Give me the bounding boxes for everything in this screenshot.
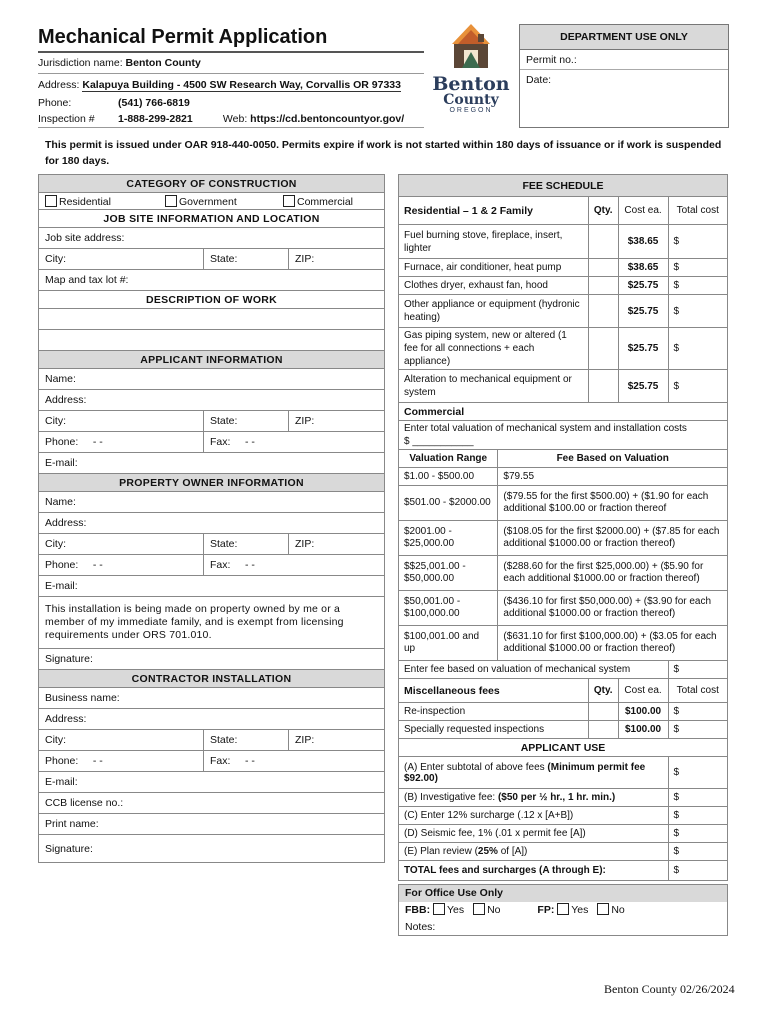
misc-qty-header: Qty. xyxy=(588,679,618,703)
app-b-text: (B) Investigative fee: xyxy=(404,792,498,803)
category-row xyxy=(39,193,385,210)
valuation-fee: ($79.55 for the first $500.00) + ($1.90 for each additional $100.00 or fraction thereof xyxy=(498,486,728,521)
app-b-field[interactable]: $ xyxy=(668,789,727,807)
commercial-header: Commercial xyxy=(399,403,728,421)
qty-field[interactable] xyxy=(588,328,618,370)
applicant-fax-field[interactable] xyxy=(204,432,385,453)
misc-qty-field[interactable] xyxy=(588,703,618,721)
valuation-range: $$25,001.00 - $50,000.00 xyxy=(399,556,498,591)
owner-address-field[interactable]: Address: xyxy=(39,513,385,534)
owner-fax-field[interactable] xyxy=(204,555,385,576)
fbb-no-label: No xyxy=(487,904,501,916)
fbb-yes-label: Yes xyxy=(447,904,465,916)
valuation-fee: ($288.60 for the first $25,000.00) + ($5.90 for each additional $1000.00 or fraction thereof) xyxy=(498,556,728,591)
valuation-row xyxy=(399,591,728,626)
cost-each: $25.75 xyxy=(618,295,668,328)
address-value: Kalapuya Building - 4500 SW Research Way, Corvallis OR 97333 xyxy=(82,79,401,91)
valuation-fee: ($631.10 for first $100,000.00) + ($3.05 for each additional $1000.00 or fraction thereof) xyxy=(498,626,728,661)
residential-label: Residential xyxy=(59,195,111,208)
misc-fee-row xyxy=(399,721,728,739)
fp-no-checkbox[interactable] xyxy=(597,903,609,915)
phone-label: Phone: xyxy=(45,559,79,571)
residential-fee-row xyxy=(399,370,728,403)
valuation-fee: $79.55 xyxy=(498,468,728,486)
cost-each: $25.75 xyxy=(618,328,668,370)
permit-notice: This permit is issued under OAR 918-440-0050. Permits expire if work is not started within 180 days of issuance or if work is suspended for 180 days. xyxy=(45,139,722,167)
inspection-row xyxy=(38,113,404,125)
applicant-use-header: APPLICANT USE xyxy=(399,739,728,757)
department-use-box xyxy=(519,24,729,128)
applicant-address-field[interactable]: Address: xyxy=(39,390,385,411)
job-city-field[interactable]: City: xyxy=(39,249,204,270)
valuation-row xyxy=(399,486,728,521)
fax-dash: - - xyxy=(245,436,255,448)
phone-dash: - - xyxy=(92,559,103,571)
misc-item-label: Specially requested inspections xyxy=(399,721,589,739)
qty-field[interactable] xyxy=(588,295,618,328)
owner-header: PROPERTY OWNER INFORMATION xyxy=(39,474,385,492)
logo-line3: OREGON xyxy=(449,107,493,114)
app-e-field[interactable]: $ xyxy=(668,843,727,861)
checkbox-icon[interactable] xyxy=(165,195,177,207)
residential-fee-row xyxy=(399,295,728,328)
fee-item-label: Alteration to mechanical equipment or system xyxy=(399,370,589,403)
applicant-city-field[interactable]: City: xyxy=(39,411,204,432)
fp-no-label: No xyxy=(611,904,625,916)
notes-field[interactable]: Notes: xyxy=(405,921,436,933)
contractor-state-field[interactable]: State: xyxy=(204,730,289,751)
logo-line2: County xyxy=(443,92,499,108)
applicant-phone-field[interactable] xyxy=(39,432,204,453)
valuation-row xyxy=(399,521,728,556)
app-d-field[interactable]: $ xyxy=(668,825,727,843)
fp-yes-label: Yes xyxy=(571,904,589,916)
app-a-field[interactable]: $ xyxy=(668,757,727,789)
total-field[interactable]: $ xyxy=(668,225,727,259)
qty-field[interactable] xyxy=(588,225,618,259)
app-e-suffix: of [A]) xyxy=(497,846,528,857)
fp-yes-checkbox[interactable] xyxy=(557,903,569,915)
misc-total-header: Total cost xyxy=(668,679,727,703)
fee-schedule-table xyxy=(398,174,728,881)
date-field[interactable]: Date: xyxy=(526,74,552,86)
category-residential[interactable] xyxy=(45,195,165,208)
county-seal-icon xyxy=(448,22,494,72)
cost-each: $38.65 xyxy=(618,259,668,277)
fax-dash: - - xyxy=(245,559,255,571)
misc-cost-header: Cost ea. xyxy=(618,679,668,703)
total-field[interactable]: $ xyxy=(668,295,727,328)
page-title: Mechanical Permit Application xyxy=(38,26,328,48)
map-tax-field[interactable]: Map and tax lot #: xyxy=(39,270,385,291)
business-name-field[interactable]: Business name: xyxy=(39,688,385,709)
permit-no-field[interactable]: Permit no.: xyxy=(520,50,728,70)
jobsite-header: JOB SITE INFORMATION AND LOCATION xyxy=(39,210,385,228)
left-form-table xyxy=(38,174,385,863)
contractor-city-field[interactable]: City: xyxy=(39,730,204,751)
total-field[interactable]: $ xyxy=(668,861,727,881)
residential-fee-row xyxy=(399,277,728,295)
misc-total-field[interactable]: $ xyxy=(668,721,727,739)
cost-ea-header: Cost ea. xyxy=(618,197,668,225)
checkbox-icon[interactable] xyxy=(45,195,57,207)
residential-fee-row xyxy=(399,328,728,370)
misc-fee-row xyxy=(399,703,728,721)
owner-signature-field[interactable]: Signature: xyxy=(39,649,385,670)
valuation-range: $50,001.00 - $100,000.00 xyxy=(399,591,498,626)
app-b-bold: ($50 per ½ hr., 1 hr. min.) xyxy=(497,792,616,803)
phone-dash: - - xyxy=(92,755,103,767)
dept-title: DEPARTMENT USE ONLY xyxy=(520,25,728,50)
misc-fees-header: Miscellaneous fees xyxy=(399,679,589,703)
owner-city-field[interactable]: City: xyxy=(39,534,204,555)
fee-item-label: Fuel burning stove, fireplace, insert, lighter xyxy=(399,225,589,259)
applicant-name-field[interactable]: Name: xyxy=(39,369,385,390)
office-use-header: For Office Use Only xyxy=(399,885,727,902)
app-c-field[interactable]: $ xyxy=(668,807,727,825)
description-header: DESCRIPTION OF WORK xyxy=(39,291,385,309)
valuation-row xyxy=(399,626,728,661)
phone-dash: - - xyxy=(92,436,103,448)
valuation-fee: ($436.10 for first $50,000.00) + ($3.90 for each additional $1000.00 or fraction thereof) xyxy=(498,591,728,626)
owner-phone-field[interactable] xyxy=(39,555,204,576)
job-zip-field[interactable]: ZIP: xyxy=(289,249,385,270)
total-label: TOTAL fees and surcharges (A through E): xyxy=(399,861,669,881)
web-label: Web: xyxy=(222,113,248,125)
qty-header: Qty. xyxy=(588,197,618,225)
app-e-label xyxy=(399,843,669,861)
category-government[interactable] xyxy=(165,195,283,208)
fee-item-label: Gas piping system, new or altered (1 fee for all connections + each appliance) xyxy=(399,328,589,370)
valuation-range: $2001.00 - $25,000.00 xyxy=(399,521,498,556)
jurisdiction-row xyxy=(38,57,201,69)
owner-name-field[interactable]: Name: xyxy=(39,492,385,513)
phone-label: Phone: xyxy=(45,755,79,767)
address-row xyxy=(38,79,401,91)
contractor-signature-field[interactable]: Signature: xyxy=(39,835,385,863)
fee-based-header: Fee Based on Valuation xyxy=(498,450,728,468)
app-a-text: (A) Enter subtotal of above fees xyxy=(404,761,548,773)
title-rule xyxy=(38,51,424,53)
phone-label: Phone: xyxy=(38,97,72,109)
total-field[interactable]: $ xyxy=(668,259,727,277)
commercial-blank: $ ___________ xyxy=(404,436,474,447)
inspection-value: 1-888-299-2821 xyxy=(118,113,193,125)
phone-label: Phone: xyxy=(45,436,79,448)
checkbox-icon[interactable] xyxy=(283,195,295,207)
logo-line1: Benton xyxy=(432,73,510,95)
contractor-fax-field[interactable] xyxy=(204,751,385,772)
address-label: Address: xyxy=(38,79,80,91)
applicant-header: APPLICANT INFORMATION xyxy=(39,351,385,369)
office-use-box xyxy=(398,884,728,936)
valuation-fee: ($108.05 for the first $2000.00) + ($7.85 for each additional $1000.00 or fraction thereof) xyxy=(498,521,728,556)
commercial-text: Enter total valuation of mechanical system and installation costs xyxy=(404,423,687,434)
enter-fee-label: Enter fee based on valuation of mechanical system xyxy=(399,661,669,679)
residential-fee-header: Residential – 1 & 2 Family xyxy=(399,197,589,225)
misc-item-label: Re-inspection xyxy=(399,703,589,721)
applicant-state-field[interactable]: State: xyxy=(204,411,289,432)
total-field[interactable]: $ xyxy=(668,328,727,370)
valuation-range: $501.00 - $2000.00 xyxy=(399,486,498,521)
owner-email-field[interactable]: E-mail: xyxy=(39,576,385,597)
misc-cost-each: $100.00 xyxy=(618,703,668,721)
fp-label: FP: xyxy=(537,904,555,916)
category-header: CATEGORY OF CONSTRUCTION xyxy=(39,175,385,193)
fee-item-label: Other appliance or equipment (hydronic heating) xyxy=(399,295,589,328)
ccb-license-field[interactable]: CCB license no.: xyxy=(39,793,385,814)
valuation-range: $1.00 - $500.00 xyxy=(399,468,498,486)
fbb-yes-checkbox[interactable] xyxy=(433,903,445,915)
phone-value: (541) 766-6819 xyxy=(118,97,190,109)
cost-each: $25.75 xyxy=(618,277,668,295)
fee-item-label: Clothes dryer, exhaust fan, hood xyxy=(399,277,589,295)
jurisdiction-label: Jurisdiction name: xyxy=(38,57,123,69)
fax-dash: - - xyxy=(245,755,255,767)
cost-each: $38.65 xyxy=(618,225,668,259)
job-site-address-field[interactable]: Job site address: xyxy=(39,228,385,249)
fax-label: Fax: xyxy=(210,436,231,448)
app-c-label: (C) Enter 12% surcharge (.12 x [A+B]) xyxy=(399,807,669,825)
fbb-no-checkbox[interactable] xyxy=(473,903,485,915)
category-commercial[interactable] xyxy=(283,196,353,208)
app-d-label: (D) Seismic fee, 1% (.01 x permit fee [A]) xyxy=(399,825,669,843)
job-state-field[interactable]: State: xyxy=(204,249,289,270)
footer-date: Benton County 02/26/2024 xyxy=(604,982,735,996)
jurisdiction-value: Benton County xyxy=(125,57,201,69)
office-use-row xyxy=(399,902,727,919)
owner-zip-field[interactable]: ZIP: xyxy=(289,534,385,555)
qty-field[interactable] xyxy=(588,370,618,403)
app-e-bold: 25% xyxy=(477,846,498,857)
residential-fee-row xyxy=(399,259,728,277)
valuation-range: $100,001.00 and up xyxy=(399,626,498,661)
contractor-header: CONTRACTOR INSTALLATION xyxy=(39,670,385,688)
contractor-email-field[interactable]: E-mail: xyxy=(39,772,385,793)
qty-field[interactable] xyxy=(588,259,618,277)
benton-county-logo xyxy=(430,22,512,114)
valuation-row xyxy=(399,468,728,486)
phone-row xyxy=(38,97,190,109)
description-line-2[interactable] xyxy=(39,330,385,351)
fax-label: Fax: xyxy=(210,755,231,767)
enter-fee-field[interactable]: $ xyxy=(668,661,727,679)
residential-fee-row xyxy=(399,225,728,259)
applicant-zip-field[interactable]: ZIP: xyxy=(289,411,385,432)
valuation-range-header: Valuation Range xyxy=(399,450,498,468)
misc-total-field[interactable]: $ xyxy=(668,703,727,721)
app-e-text: (E) Plan review ( xyxy=(404,846,478,857)
divider xyxy=(38,127,424,128)
misc-qty-field[interactable] xyxy=(588,721,618,739)
owner-state-field[interactable]: State: xyxy=(204,534,289,555)
total-cost-header: Total cost xyxy=(668,197,727,225)
fax-label: Fax: xyxy=(210,559,231,571)
app-a-bold: (Minimum permit fee $92.00) xyxy=(404,761,646,784)
government-label: Government xyxy=(179,195,237,208)
misc-cost-each: $100.00 xyxy=(618,721,668,739)
commercial-label: Commercial xyxy=(297,195,354,208)
inspection-label: Inspection # xyxy=(38,113,95,125)
description-line-1[interactable] xyxy=(39,309,385,330)
valuation-row xyxy=(399,556,728,591)
divider xyxy=(38,73,424,74)
commercial-valuation-field[interactable] xyxy=(399,421,728,450)
cost-each: $25.75 xyxy=(618,370,668,403)
fbb-label: FBB: xyxy=(405,904,431,916)
contractor-zip-field[interactable]: ZIP: xyxy=(289,730,385,751)
exempt-statement: This installation is being made on property owned by me or a member of my immediate family, and is exempt from licensing requirements under ORS 701.010. xyxy=(39,597,385,649)
fee-schedule-header: FEE SCHEDULE xyxy=(399,175,728,197)
contractor-phone-field[interactable] xyxy=(39,751,204,772)
fee-item-label: Furnace, air conditioner, heat pump xyxy=(399,259,589,277)
app-b-label xyxy=(399,789,669,807)
total-field[interactable]: $ xyxy=(668,370,727,403)
print-name-field[interactable]: Print name: xyxy=(39,814,385,835)
app-a-label xyxy=(399,757,669,789)
web-link[interactable]: https://cd.bentoncountyor.gov/ xyxy=(250,113,405,125)
total-field[interactable]: $ xyxy=(668,277,727,295)
contractor-address-field[interactable]: Address: xyxy=(39,709,385,730)
qty-field[interactable] xyxy=(588,277,618,295)
applicant-email-field[interactable]: E-mail: xyxy=(39,453,385,474)
